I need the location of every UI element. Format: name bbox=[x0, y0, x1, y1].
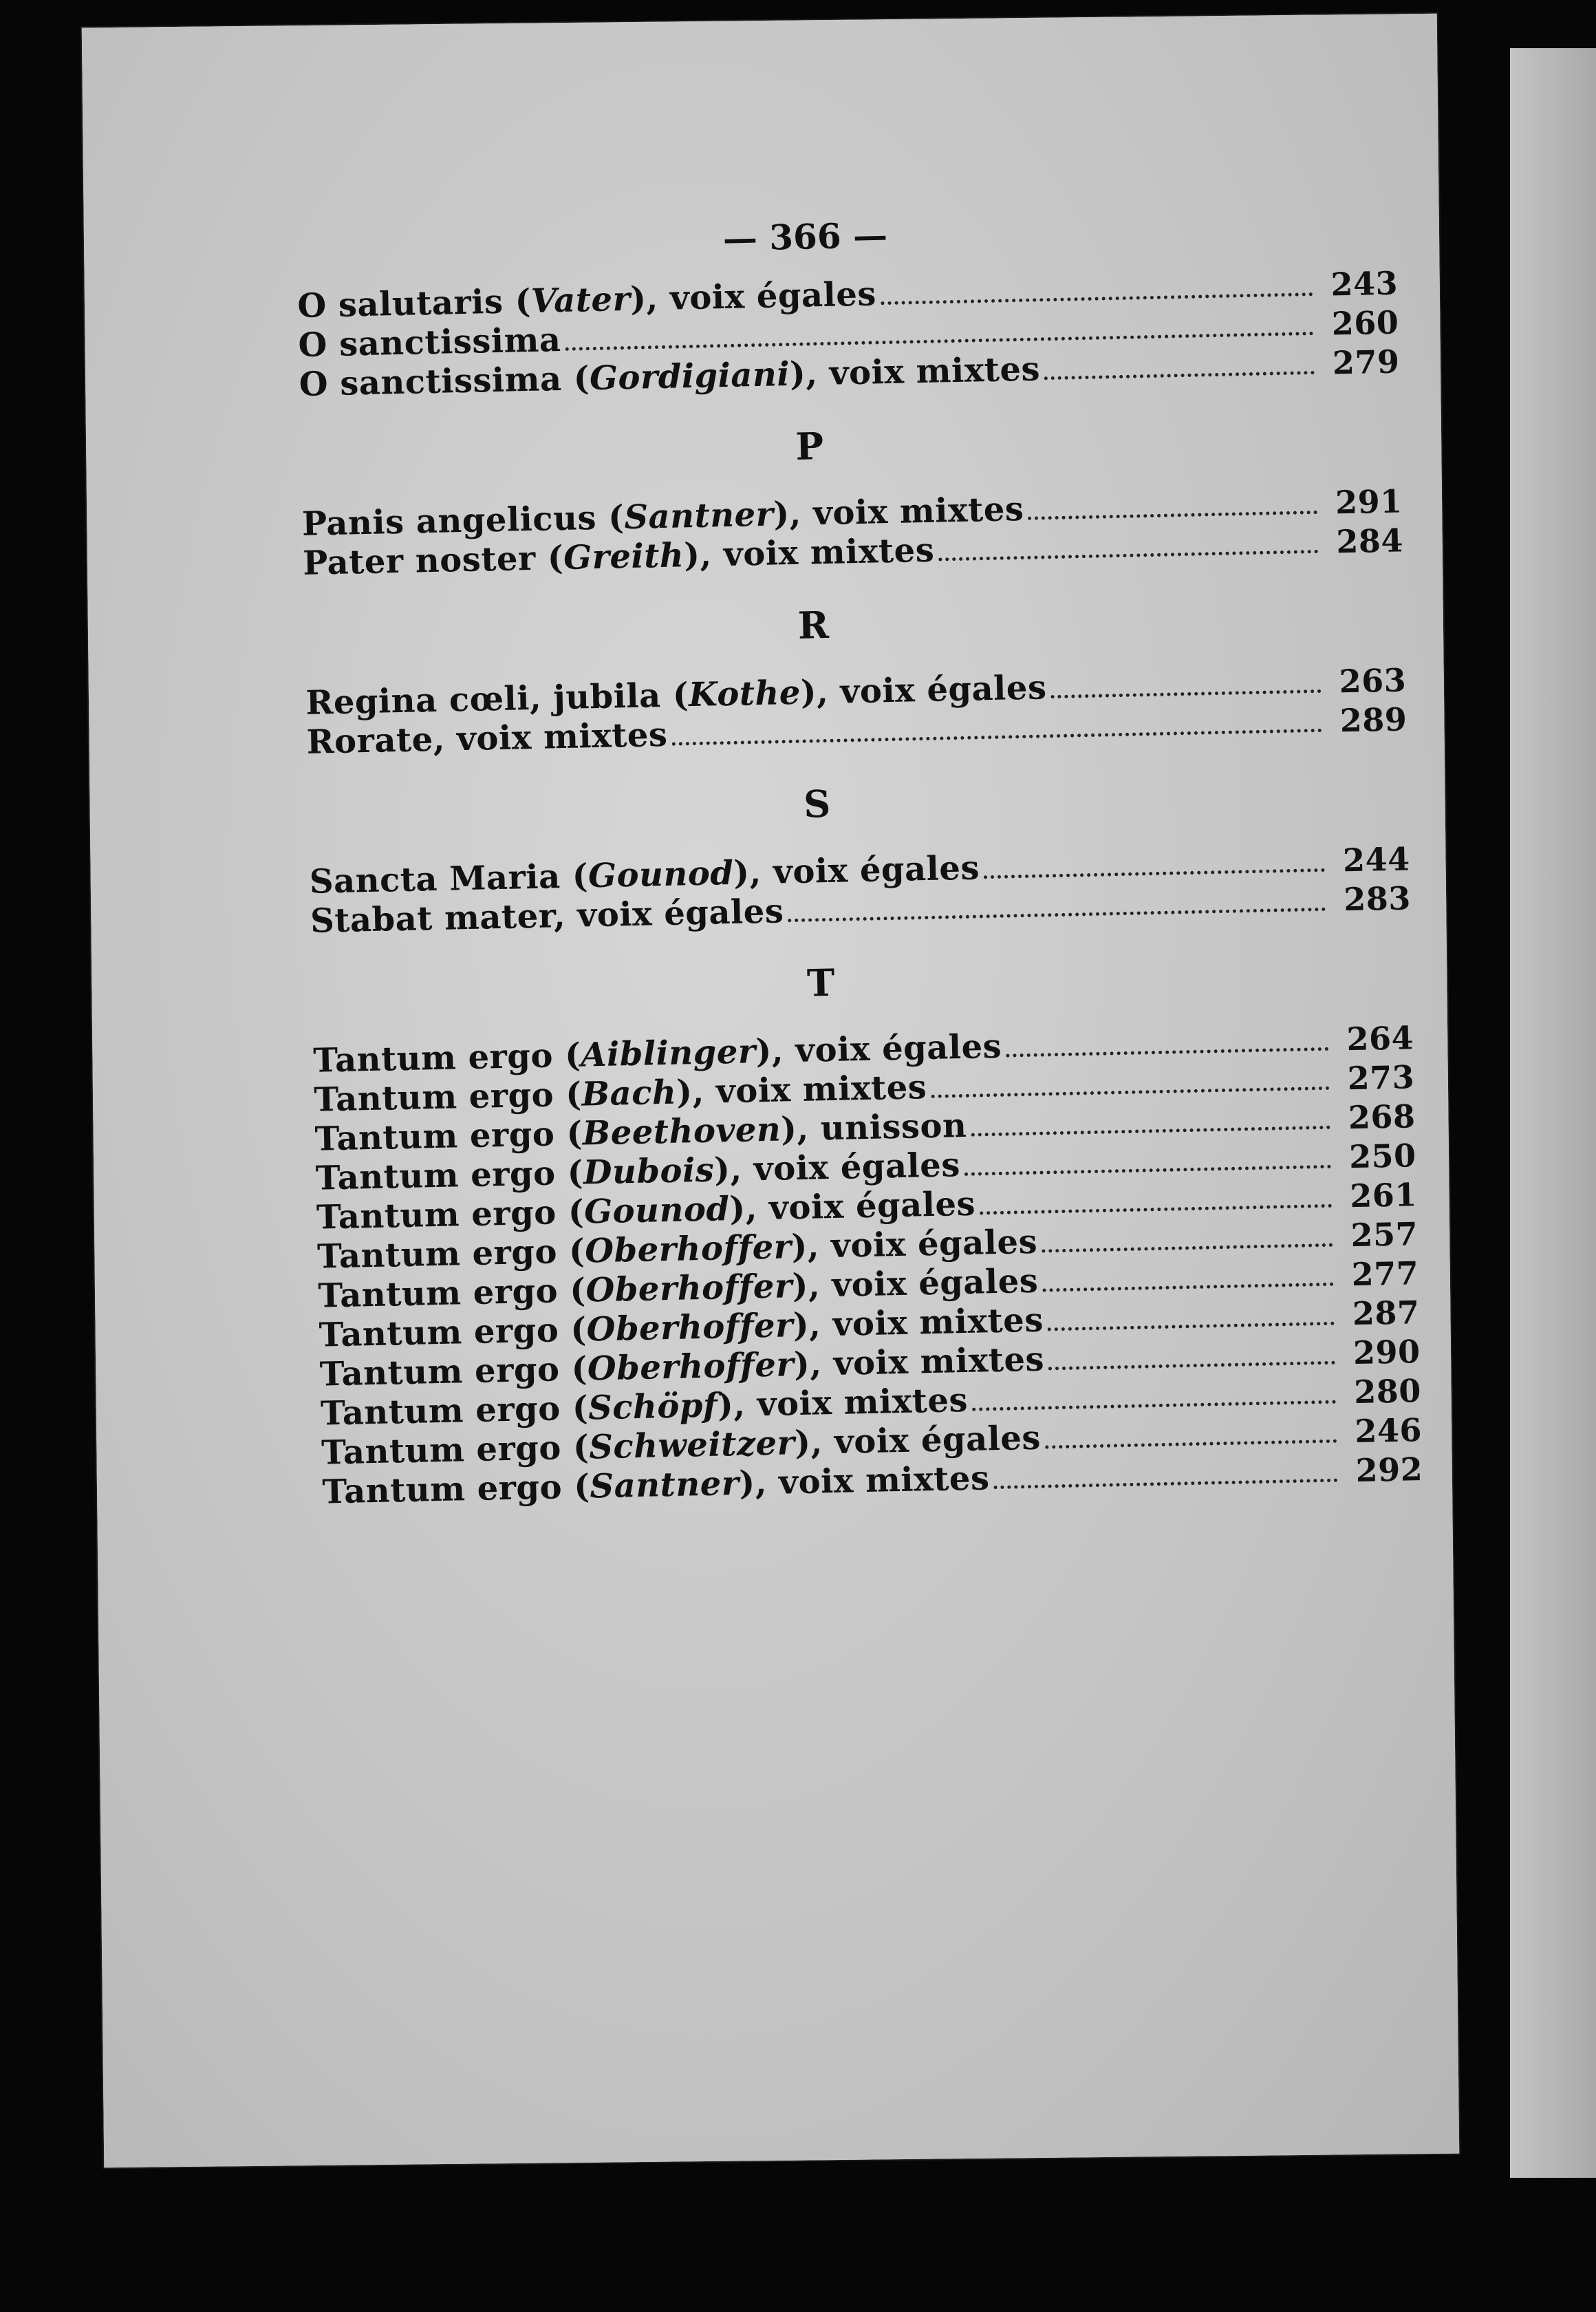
dot-leader bbox=[881, 292, 1313, 305]
entry-title bbox=[306, 716, 668, 762]
dot-leader bbox=[931, 1087, 1329, 1098]
entry-page-number: 287 bbox=[1352, 1294, 1420, 1333]
dot-leader bbox=[980, 1204, 1332, 1215]
entry-page-number: 279 bbox=[1332, 343, 1401, 382]
entry-title-text: Tantum ergo ( bbox=[314, 1114, 583, 1159]
entry-page-number: 261 bbox=[1349, 1176, 1418, 1215]
entry-voicing: ), voix mixtes bbox=[793, 1340, 1045, 1384]
entry-page-number: 277 bbox=[1351, 1254, 1419, 1294]
dot-leader bbox=[938, 550, 1318, 561]
entry-composer: Santner bbox=[623, 495, 774, 537]
section-letter: S bbox=[803, 781, 831, 826]
entry-voicing: ), voix mixtes bbox=[773, 489, 1024, 534]
dot-leader bbox=[1042, 1243, 1333, 1253]
entry-composer: Oberhoffer bbox=[587, 1345, 795, 1389]
entry-page-number: 260 bbox=[1331, 303, 1399, 343]
entry-title-text: Tantum ergo ( bbox=[321, 1428, 590, 1473]
entry-page-number: 290 bbox=[1352, 1333, 1421, 1372]
entry-composer: Oberhoffer bbox=[586, 1306, 794, 1349]
entry-composer: Greith bbox=[563, 536, 684, 577]
entry-voicing: ), voix égales bbox=[629, 275, 877, 319]
entry-voicing: ), voix égales bbox=[755, 1027, 1002, 1071]
entry-title-text: Tantum ergo ( bbox=[316, 1232, 585, 1276]
entry-voicing: ), voix égales bbox=[729, 1184, 976, 1229]
entry-composer: Beethoven bbox=[582, 1110, 781, 1153]
entry-composer: Santner bbox=[589, 1464, 740, 1506]
entry-title-text: O sanctissima ( bbox=[299, 359, 590, 404]
entry-voicing: ), unisson bbox=[780, 1106, 967, 1149]
entry-page-number: 280 bbox=[1353, 1372, 1422, 1411]
section-letter: R bbox=[797, 602, 830, 647]
entry-title-text: Regina cœli, jubila ( bbox=[305, 676, 689, 722]
entry-title-text: Tantum ergo ( bbox=[316, 1192, 585, 1237]
entry-voicing: ), voix mixtes bbox=[792, 1300, 1044, 1345]
entry-title bbox=[298, 321, 561, 365]
dot-leader bbox=[788, 908, 1326, 922]
entry-title-text: Tantum ergo ( bbox=[312, 1036, 581, 1080]
section-letter: P bbox=[795, 424, 824, 469]
entry-title-text: Tantum ergo ( bbox=[317, 1271, 587, 1316]
entry-title-text: Panis angelicus ( bbox=[301, 498, 625, 544]
entry-composer: Oberhoffer bbox=[584, 1228, 792, 1271]
page-number: — 366 — bbox=[722, 214, 888, 259]
entry-composer: Schöpf bbox=[587, 1386, 718, 1428]
index-section bbox=[312, 948, 1423, 1512]
entry-voicing: ), voix mixtes bbox=[789, 350, 1041, 394]
dot-leader bbox=[1044, 371, 1315, 380]
entry-title-text: Tantum ergo ( bbox=[319, 1349, 588, 1394]
dot-leader bbox=[1006, 1047, 1328, 1058]
entry-title-text: Pater noster ( bbox=[302, 538, 564, 583]
entry-voicing: ), voix égales bbox=[800, 668, 1047, 712]
dot-leader bbox=[1028, 511, 1318, 520]
entry-page-number: 289 bbox=[1339, 700, 1408, 740]
index-section bbox=[300, 411, 1403, 583]
dot-leader bbox=[984, 868, 1325, 879]
entry-page-number: 292 bbox=[1355, 1451, 1423, 1490]
entry-title-text: O salutaris ( bbox=[296, 281, 532, 325]
entry-page-number: 263 bbox=[1339, 661, 1407, 700]
entry-composer: Oberhoffer bbox=[585, 1267, 793, 1310]
entry-voicing: ), voix égales bbox=[792, 1261, 1039, 1306]
entry-title-text: Rorate, voix mixtes bbox=[306, 715, 668, 762]
entry-voicing: ), voix égales bbox=[790, 1222, 1038, 1267]
entry-composer: Aiblinger bbox=[580, 1032, 757, 1075]
index-content bbox=[296, 204, 1423, 1512]
entry-title-text: Tantum ergo ( bbox=[321, 1467, 591, 1512]
entry-title-text: Tantum ergo ( bbox=[320, 1389, 589, 1433]
dot-leader bbox=[1051, 689, 1322, 698]
entry-voicing: ), voix mixtes bbox=[676, 1068, 927, 1112]
dot-leader bbox=[1048, 1322, 1335, 1331]
entry-voicing: ), voix mixtes bbox=[683, 531, 935, 575]
entry-page-number: 268 bbox=[1348, 1098, 1416, 1137]
entry-voicing: ), voix égales bbox=[733, 848, 980, 892]
entry-page-number: 243 bbox=[1330, 264, 1399, 303]
entry-page-number: 283 bbox=[1343, 879, 1412, 919]
adjacent-page-edge bbox=[1510, 48, 1596, 2178]
entry-title-text: Sancta Maria ( bbox=[309, 857, 589, 901]
entry-voicing: ), voix mixtes bbox=[717, 1380, 969, 1425]
dot-leader bbox=[1048, 1361, 1335, 1371]
entry-composer: Dubois bbox=[583, 1150, 715, 1192]
entry-composer: Bach bbox=[581, 1073, 677, 1114]
entry-voicing: ), voix égales bbox=[713, 1146, 961, 1190]
dot-leader bbox=[1042, 1283, 1333, 1292]
dot-leader bbox=[971, 1126, 1330, 1137]
index-sections bbox=[297, 264, 1423, 1512]
index-section bbox=[308, 769, 1411, 941]
index-section bbox=[297, 264, 1400, 404]
dot-leader bbox=[994, 1479, 1338, 1489]
entry-page-number: 250 bbox=[1348, 1137, 1417, 1176]
entry-title-text: O sanctissima bbox=[298, 320, 561, 365]
dot-leader bbox=[672, 729, 1322, 746]
entry-composer: Kothe bbox=[688, 673, 801, 715]
dot-leader bbox=[964, 1165, 1331, 1176]
entry-voicing: ), voix mixtes bbox=[738, 1459, 990, 1503]
entry-title-text: Tantum ergo ( bbox=[315, 1153, 584, 1198]
section-letter: T bbox=[806, 960, 835, 1005]
entry-composer: Gounod bbox=[587, 853, 734, 896]
entry-page-number: 264 bbox=[1346, 1019, 1414, 1058]
entry-composer: Vater bbox=[530, 279, 631, 321]
entry-page-number: 257 bbox=[1350, 1215, 1419, 1254]
entry-page-number: 244 bbox=[1342, 840, 1411, 879]
index-section bbox=[304, 590, 1408, 762]
dot-leader bbox=[972, 1400, 1336, 1411]
entry-page-number: 246 bbox=[1354, 1411, 1423, 1451]
entry-page-number: 291 bbox=[1335, 482, 1403, 522]
entry-composer: Gounod bbox=[583, 1190, 731, 1232]
entry-page-number: 273 bbox=[1347, 1058, 1415, 1098]
entry-page-number: 284 bbox=[1335, 522, 1404, 561]
entry-composer: Gordigiani bbox=[589, 355, 790, 398]
entry-composer: Schweitzer bbox=[588, 1424, 795, 1467]
entry-voicing: ), voix égales bbox=[794, 1418, 1042, 1463]
entry-title-text: Tantum ergo ( bbox=[313, 1075, 583, 1120]
dot-leader bbox=[1045, 1439, 1337, 1449]
entry-title-text: Tantum ergo ( bbox=[319, 1310, 587, 1355]
entry-title-text: Stabat mater, voix égales bbox=[310, 892, 784, 941]
